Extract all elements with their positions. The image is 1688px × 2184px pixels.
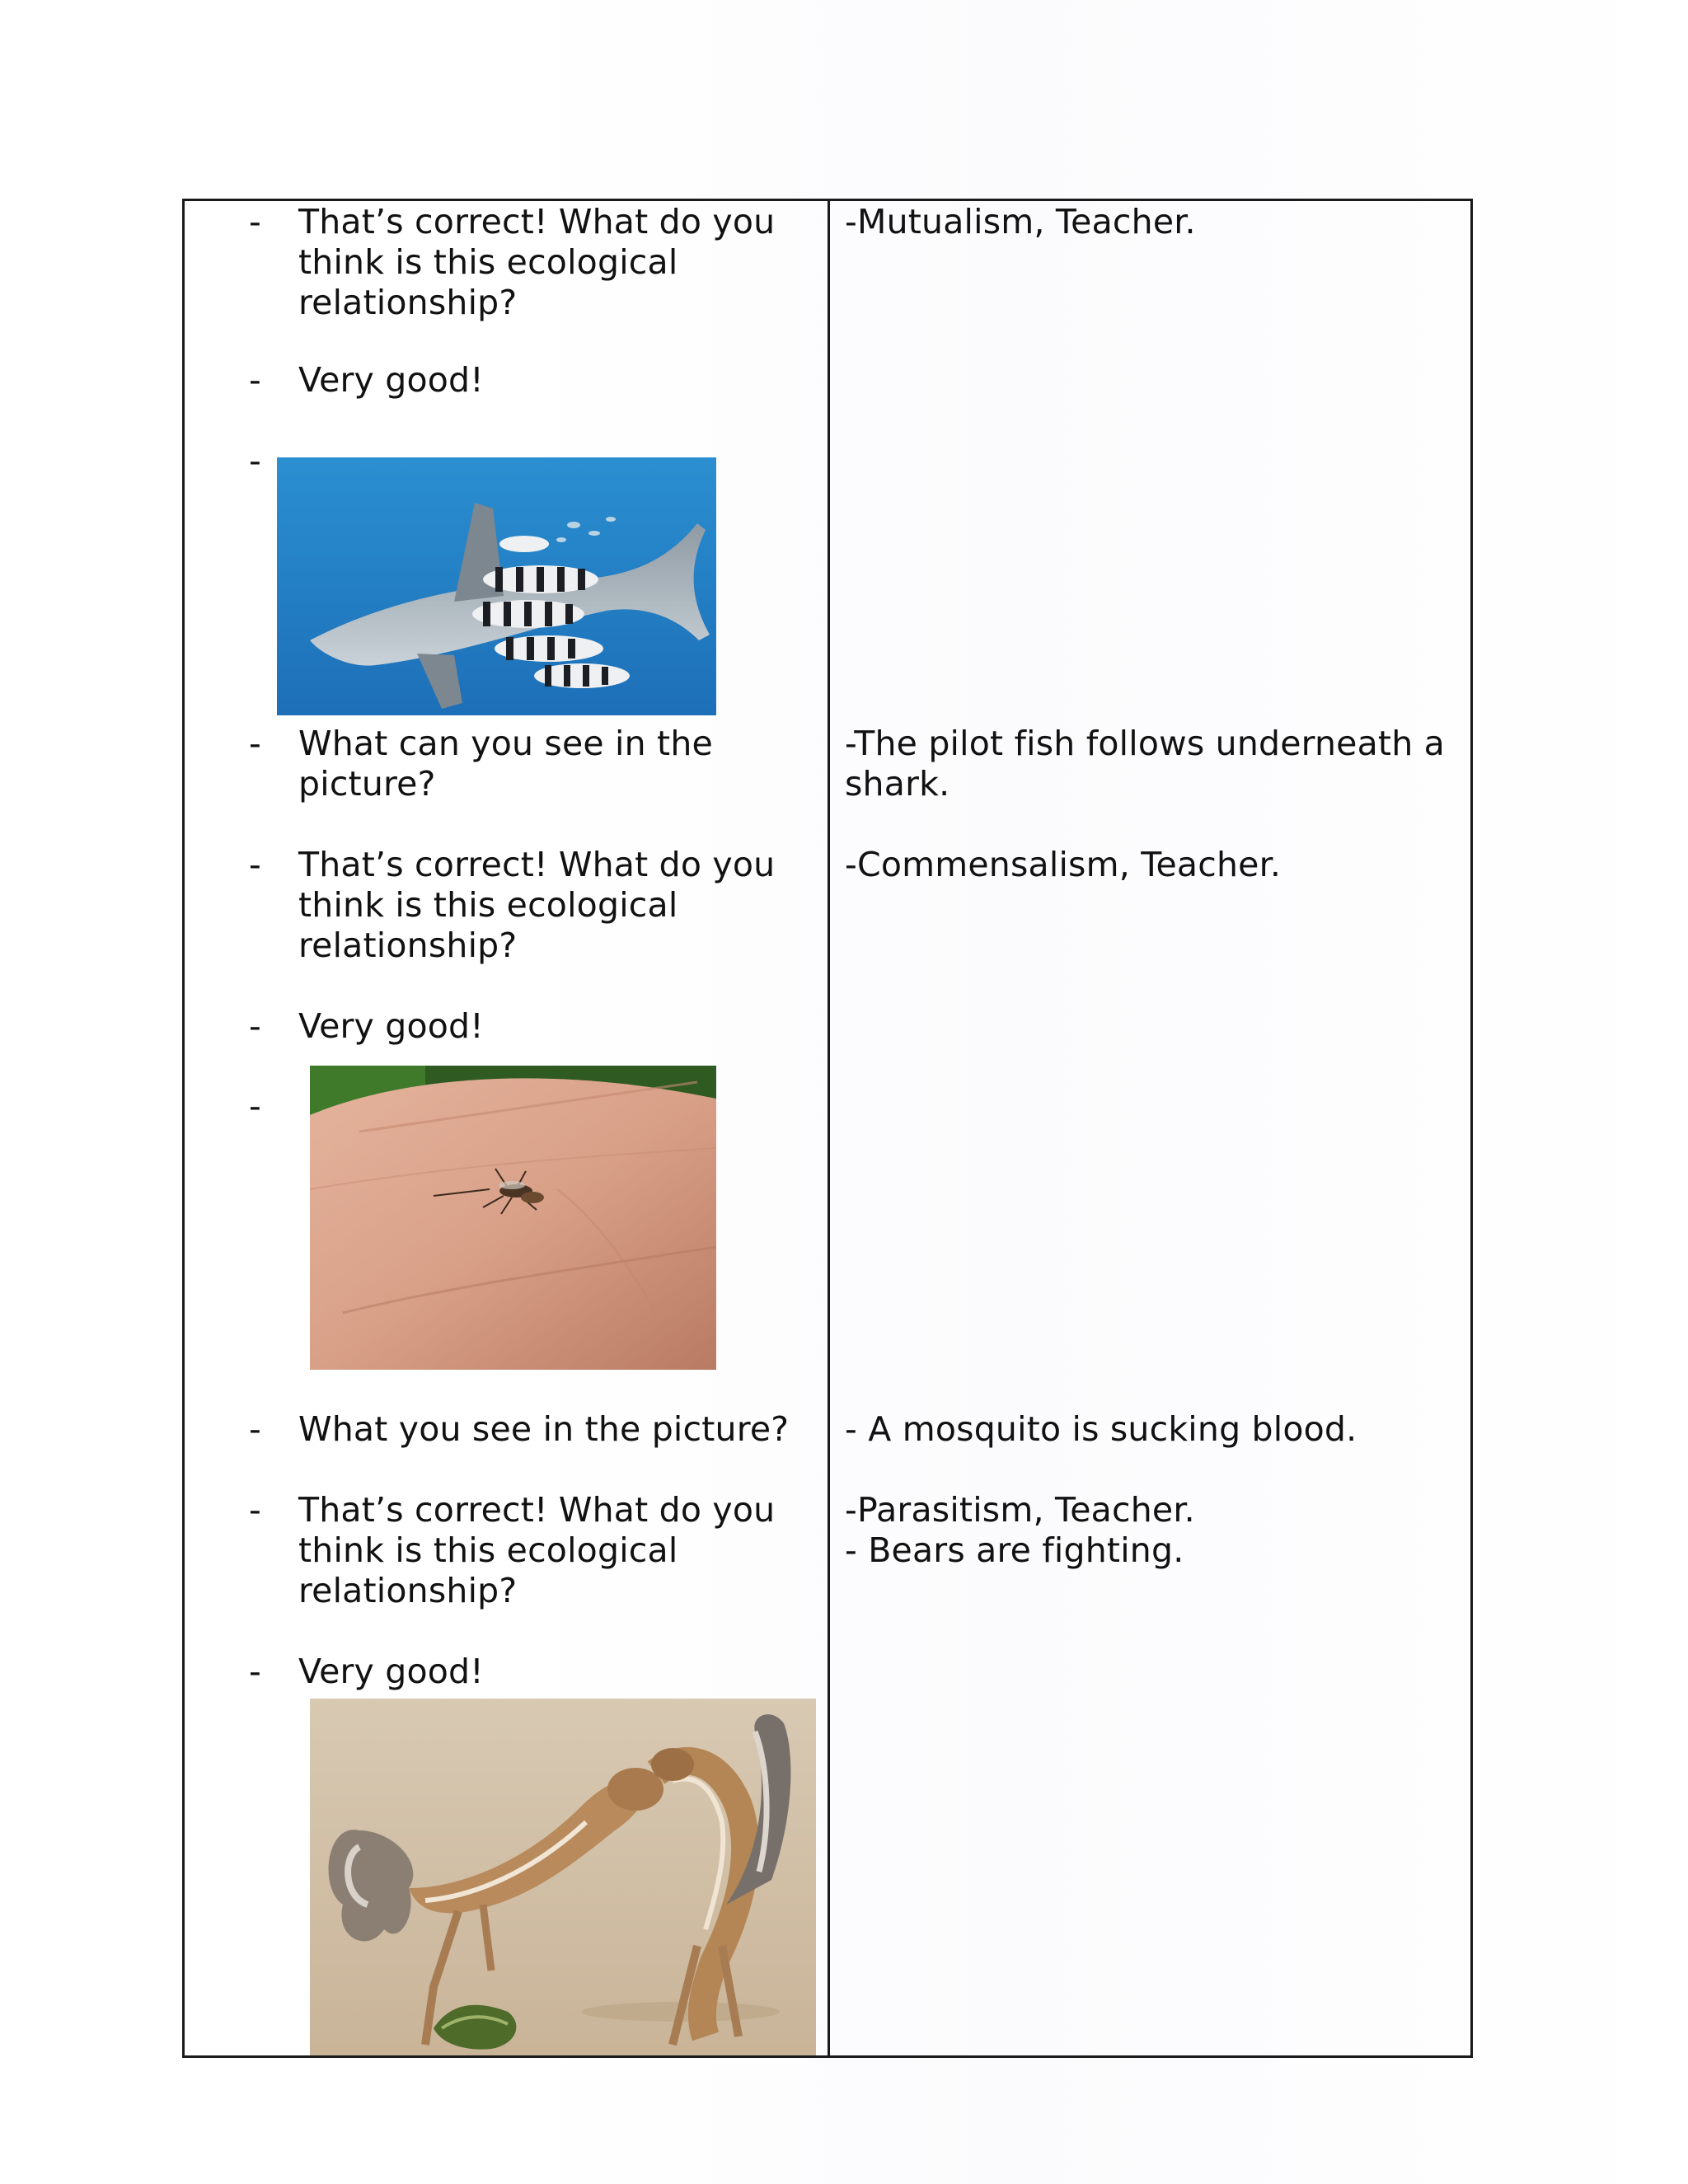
question-line: relationship? [298, 283, 518, 322]
bullet-dash: - [249, 202, 261, 241]
answer-text: - Bears are fighting. [845, 1530, 1184, 1570]
bullet-dash: - [249, 360, 261, 400]
bullet-dash: - [249, 845, 261, 884]
bullet-dash: - [249, 1490, 261, 1530]
question-line: That’s correct! What do you [298, 1490, 776, 1530]
bullet-dash: - [249, 1086, 261, 1126]
question-line: relationship? [298, 1571, 518, 1610]
question-line: think is this ecological [298, 885, 678, 925]
question-line: picture? [298, 764, 436, 804]
mosquito-on-hand-photo [310, 1066, 716, 1370]
question-line: think is this ecological [298, 242, 678, 282]
question-line: relationship? [298, 926, 518, 965]
bullet-dash: - [249, 1652, 261, 1691]
bullet-dash: - [249, 1409, 261, 1449]
answer-text: -Parasitism, Teacher. [845, 1490, 1195, 1530]
praise-text: Very good! [298, 1006, 484, 1046]
praise-text: Very good! [298, 1652, 484, 1691]
bullet-dash: - [249, 1006, 261, 1046]
bullet-dash: - [249, 441, 261, 480]
answer-text: -The pilot fish follows underneath a [845, 724, 1445, 763]
question-line: think is this ecological [298, 1530, 678, 1570]
bullet-dash: - [249, 724, 261, 763]
praise-text: Very good! [298, 360, 484, 400]
column-divider [828, 201, 830, 2055]
answer-text: - A mosquito is sucking blood. [845, 1409, 1357, 1449]
shark-pilot-fish-photo [277, 457, 716, 715]
question-line: What you see in the picture? [298, 1409, 790, 1449]
answer-text: -Mutualism, Teacher. [845, 202, 1196, 241]
question-line: What can you see in the [298, 724, 713, 763]
question-line: That’s correct! What do you [298, 202, 776, 241]
fighting-squirrels-photo [310, 1699, 816, 2055]
answer-text: -Commensalism, Teacher. [845, 845, 1282, 884]
question-line: That’s correct! What do you [298, 845, 776, 884]
answer-text: shark. [845, 764, 950, 804]
